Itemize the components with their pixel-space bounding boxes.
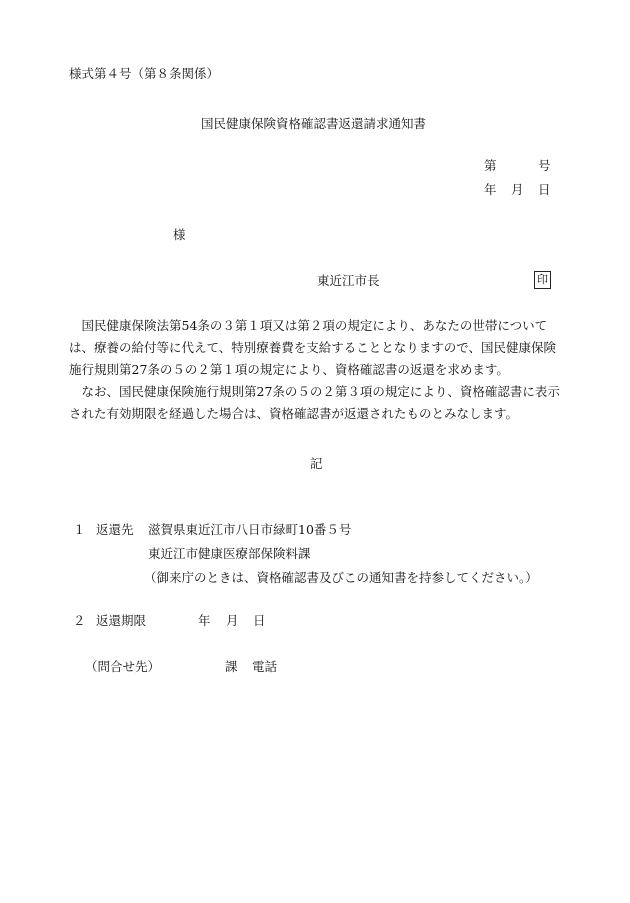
item-2-day: 日 <box>253 613 266 628</box>
item-1-address: 滋賀県東近江市八日市緑町10番５号 <box>148 522 352 537</box>
doc-number-suffix: 号 <box>538 158 551 173</box>
item-1-number: １ <box>73 522 86 537</box>
item-2-number: ２ <box>73 613 86 628</box>
date-month: 月 <box>511 182 524 197</box>
seal-stamp: 印 <box>534 271 551 289</box>
item-2-month: 月 <box>226 613 239 628</box>
inquiry-label: （問合せ先） <box>85 659 161 674</box>
sender-name: 東近江市長 <box>317 273 380 288</box>
ki-heading: 記 <box>310 456 323 471</box>
form-number: 様式第４号（第８条関係） <box>69 66 220 81</box>
doc-number-prefix: 第 <box>484 158 497 173</box>
body-paragraph-2: なお、国民健康保険施行規則第27条の５の２第３項の規定により、資格確認書に表示された有効期限を経過した場合は、資格確認書が返還されたものとみなします。 <box>69 384 560 421</box>
date-day: 日 <box>538 182 551 197</box>
addressee-honorific: 様 <box>173 227 186 242</box>
inquiry-section: 課 <box>225 659 238 674</box>
item-1-note: （御来庁のときは、資格確認書及びこの通知書を持参してください。） <box>144 570 538 585</box>
item-1-label: 返還先 <box>96 522 134 537</box>
inquiry-phone: 電話 <box>252 659 278 674</box>
body-paragraph-1: 国民健康保険法第54条の３第１項又は第２項の規定により、あなたの世帯については、療養の給付等に代えて、特別療養費を支給することとなりますので、国民健康保険施行規則第27条の５の２第１項の規定により、資格確認書の返還を求めます。 <box>69 318 557 377</box>
document-title: 国民健康保険資格確認書返還請求通知書 <box>201 116 427 131</box>
date-year: 年 <box>484 182 497 197</box>
item-2-year: 年 <box>198 613 211 628</box>
body-text <box>69 315 563 425</box>
item-2-label: 返還期限 <box>96 613 147 628</box>
item-1-department: 東近江市健康医療部保険料課 <box>148 546 311 561</box>
